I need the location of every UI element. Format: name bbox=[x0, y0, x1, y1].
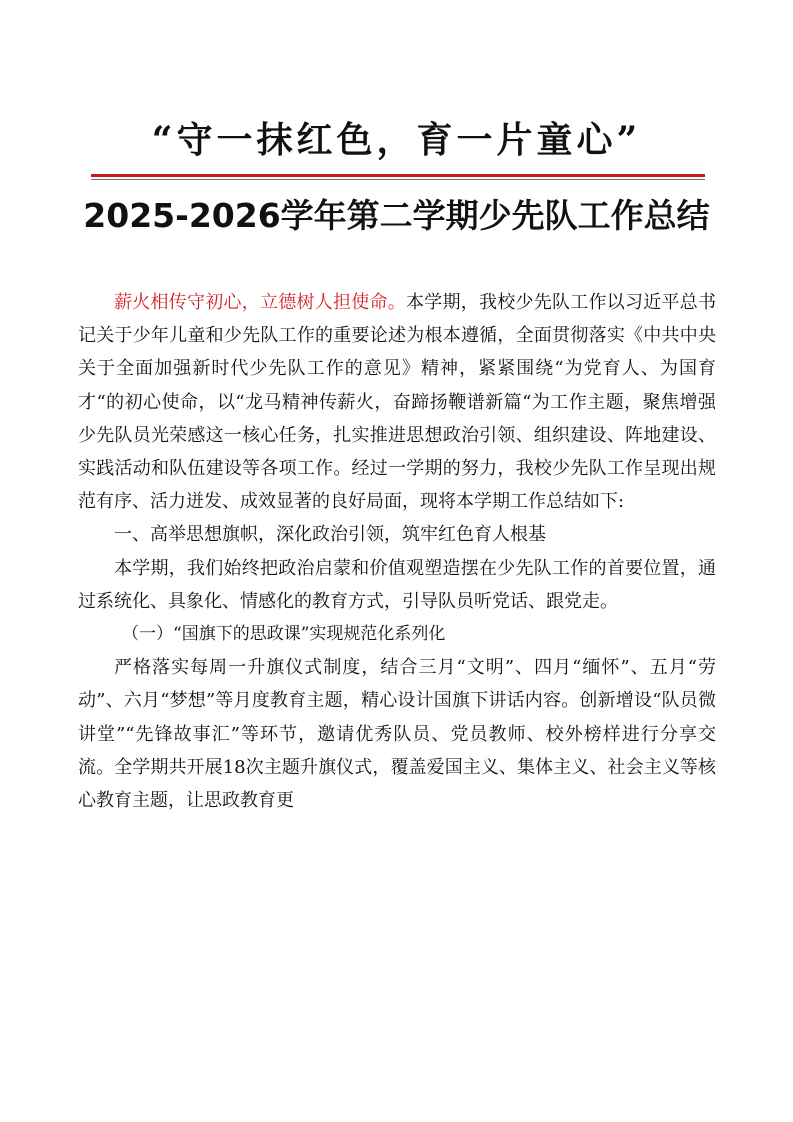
document-subtitle: 2025-2026学年第二学期少先队工作总结 bbox=[83, 196, 710, 235]
title-divider-red bbox=[91, 174, 705, 177]
subsection-heading: （一）“国旗下的思政课”实现规范化系列化 bbox=[122, 624, 446, 645]
subsection-paragraph: 严格落实每周一升旗仪式制度，结合三月“文明”、四月“缅怀”、五月“劳动”、六月“梦想”等月度教育主题，精心设计国旗下讲话内容。创新增设“队员微讲堂”“先锋故事汇”等环节，邀请优秀队员、党员教师、校外榜样进行分享交流。全学期共开展18次主题升旗仪式，覆盖爱国主义、集体主义、社会主义等核心教育主题，让思政教育更 bbox=[78, 657, 716, 812]
intro-lead: 薪火相传守初心，立德树人担使命。 bbox=[114, 292, 406, 313]
intro-text: 本学期，我校少先队工作以习近平总书记关于少年儿童和少先队工作的重要论述为根本遵循，全面贯彻落实《中共中央关于全面加强新时代少先队工作的意见》精神，紧紧围绕“为党育人、为国育才“的初心使命，以“龙马精神传薪火，奋蹄扬鞭谱新篇“为工作主题，聚焦增强少先队员光荣感这一核心任务，扎实推进思想政治引领、组织建设、阵地建设、实践活动和队伍建设等各项工作。经过一学期的努力，我校少先队工作呈现出规范有序、活力迸发、成效显著的良好局面，现将本学期工作总结如下: bbox=[78, 292, 716, 513]
intro-paragraph bbox=[78, 286, 716, 518]
document-body bbox=[78, 286, 716, 817]
section-heading: 一、高举思想旗帜，深化政治引领，筑牢红色育人根基 bbox=[114, 524, 546, 546]
section-paragraph: 本学期，我们始终把政治启蒙和价值观塑造摆在少先队工作的首要位置，通过系统化、具象化、情感化的教育方式，引导队员听党话、跟党走。 bbox=[78, 557, 716, 612]
title-divider-thin bbox=[91, 179, 705, 180]
document-title: “守一抹红色，育一片童心” bbox=[151, 119, 642, 161]
